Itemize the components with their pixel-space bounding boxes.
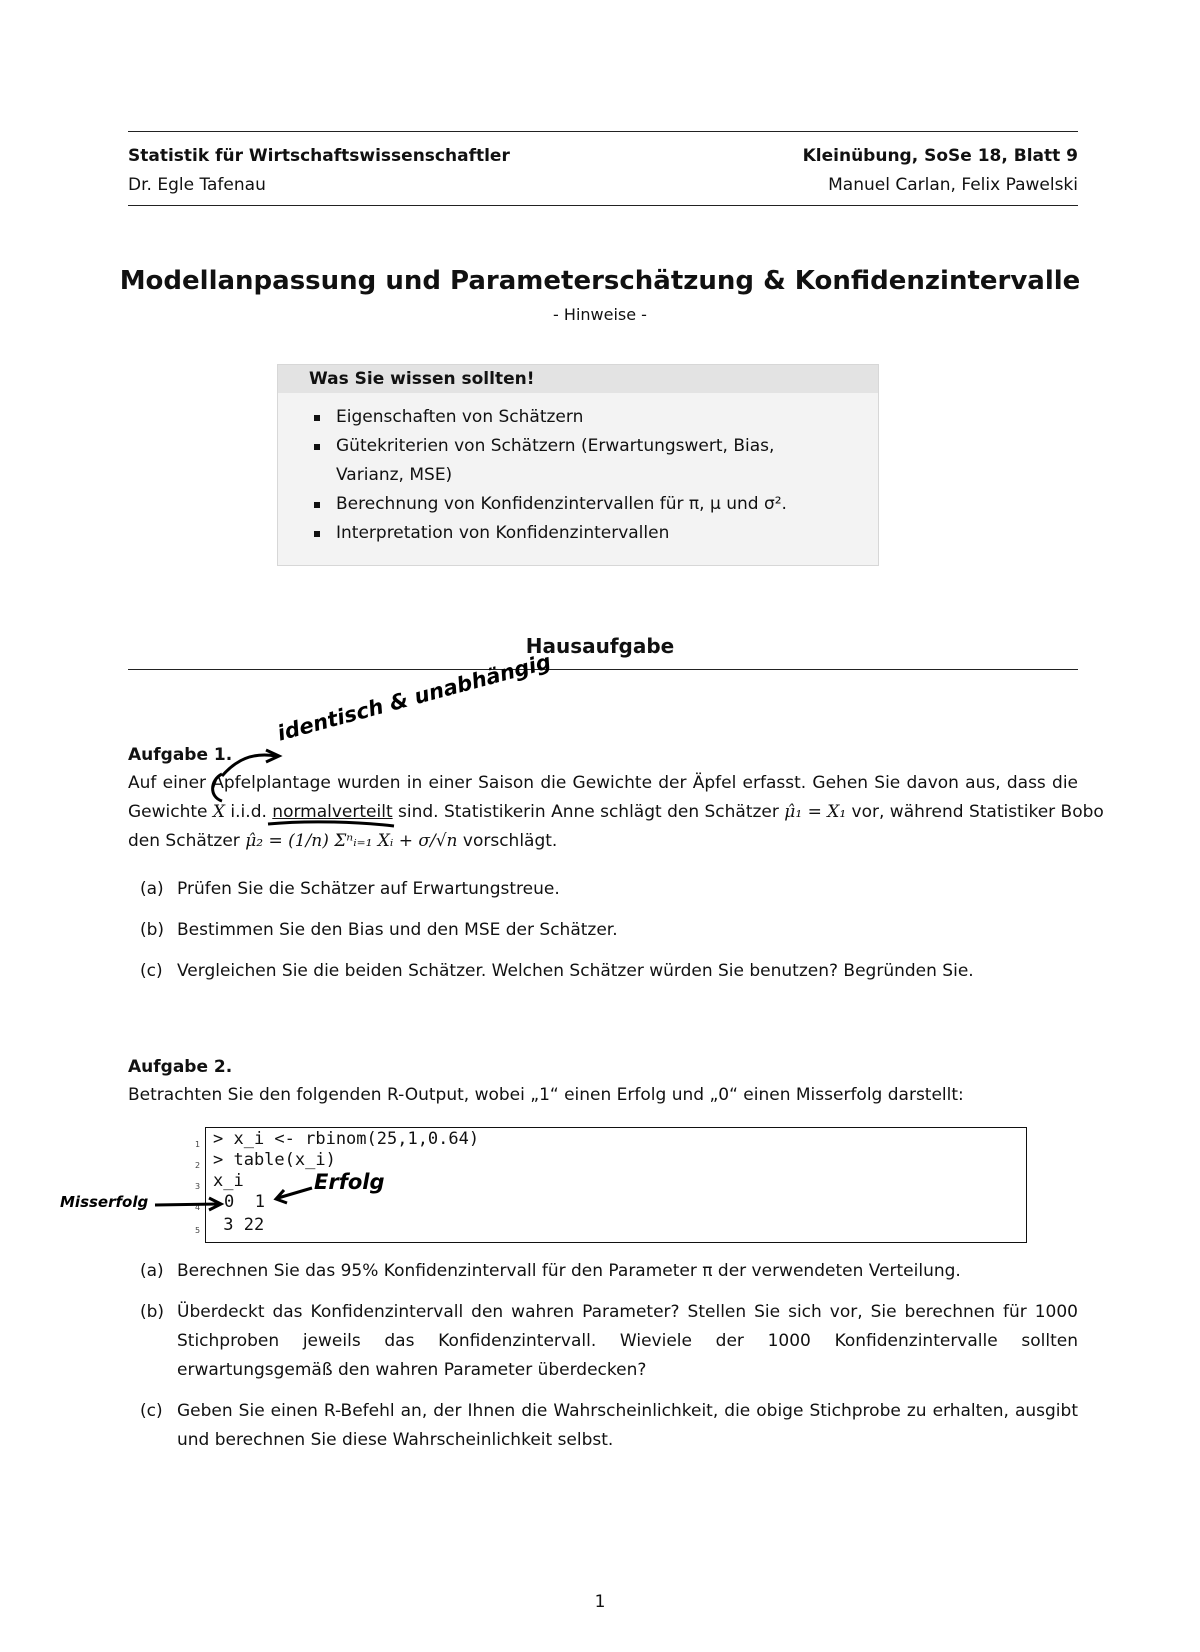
task1-line2-a: Gewichte bbox=[128, 802, 213, 822]
task1-line3-b: vorschlägt. bbox=[457, 831, 558, 851]
underline-stroke bbox=[268, 822, 394, 826]
task2-heading: Aufgabe 2. bbox=[128, 1057, 233, 1077]
line-number: 1 bbox=[195, 1140, 201, 1149]
line-number: 5 bbox=[195, 1226, 201, 1235]
task1-line2-d: vor, während Statistiker Bobo bbox=[846, 802, 1104, 822]
estimator-2: μ̂₂ = (1/n) Σⁿᵢ₌₁ Xᵢ + σ/√n bbox=[245, 831, 458, 851]
knowledge-item: Gütekriterien von Schätzern (Erwartungswert, Bias, Varianz, MSE) bbox=[336, 432, 836, 490]
variable-x: X bbox=[212, 802, 226, 822]
item-text: Prüfen Sie die Schätzer auf Erwartungstreue. bbox=[177, 879, 560, 899]
item-text: Berechnen Sie das 95% Konfidenzintervall für den Parameter π der verwendeten Verteilung. bbox=[177, 1261, 961, 1281]
task1-heading: Aufgabe 1. bbox=[128, 745, 233, 765]
task1-line2-b: i.i.d. bbox=[225, 802, 273, 822]
section-title: Hausaufgabe bbox=[525, 634, 675, 658]
item-text: Geben Sie einen R-Befehl an, der Ihnen die Wahrscheinlichkeit, die obige Stichprobe zu erhalten, ausgibt und berechnen Sie diese Wahrscheinlichkeit selbst. bbox=[177, 1401, 1078, 1450]
item-label: (b) bbox=[140, 920, 165, 940]
code-line: 0 1 bbox=[224, 1192, 265, 1212]
course-title: Statistik für Wirtschaftswissenschaftler bbox=[128, 146, 510, 166]
line-number: 3 bbox=[195, 1182, 201, 1191]
handwritten-note-iid: identisch & unabhängig bbox=[274, 649, 554, 746]
item-label: (b) bbox=[140, 1302, 165, 1322]
circle-mark bbox=[213, 774, 222, 801]
handwritten-note-erfolg: Erfolg bbox=[314, 1170, 385, 1194]
task1-line1: Auf einer Apfelplantage wurden in einer Saison die Gewichte der Äpfel erfasst. Gehen Sie davon aus, dass die bbox=[128, 773, 1078, 793]
page-title: Modellanpassung und Parameterschätzung & Konfidenzintervalle bbox=[119, 266, 1081, 296]
item-label: (a) bbox=[140, 1261, 164, 1281]
page-number: 1 bbox=[594, 1592, 606, 1612]
task1-line2-c: sind. Statistikerin Anne schlägt den Schätzer bbox=[392, 802, 785, 822]
handwritten-note-misserfolg: Misserfolg bbox=[60, 1193, 149, 1211]
estimator-1: μ̂₁ = X₁ bbox=[784, 802, 847, 822]
line-number: 4 bbox=[195, 1203, 201, 1212]
page-subtitle: - Hinweise - bbox=[553, 305, 647, 324]
normalverteilt-underlined: normalverteilt bbox=[272, 802, 393, 822]
sheet-label: Kleinübung, SoSe 18, Blatt 9 bbox=[802, 146, 1078, 166]
knowledge-box-heading: Was Sie wissen sollten! bbox=[309, 369, 535, 389]
item-text: Vergleichen Sie die beiden Schätzer. Welchen Schätzer würden Sie benutzen? Begründen Sie. bbox=[177, 961, 974, 981]
knowledge-item: Interpretation von Konfidenzintervallen bbox=[336, 519, 836, 548]
item-text: Überdeckt das Konfidenzintervall den wahren Parameter? Stellen Sie sich vor, Sie berechnen für 1000 Stichproben jeweils das Konfidenzintervall. Wieviele der 1000 Konfidenzintervalle sollten erwartungsgemäß den wahren Parameter überdecken? bbox=[177, 1302, 1078, 1380]
task1-line3-a: den Schätzer bbox=[128, 831, 246, 851]
item-label: (a) bbox=[140, 879, 164, 899]
item-label: (c) bbox=[140, 1401, 163, 1421]
knowledge-item: Berechnung von Konfidenzintervallen für π, μ und σ². bbox=[336, 490, 836, 519]
task2-intro: Betrachten Sie den folgenden R-Output, wobei „1“ einen Erfolg und „0“ einen Misserfolg darstellt: bbox=[128, 1085, 964, 1105]
line-number: 2 bbox=[195, 1161, 201, 1170]
note-arrow bbox=[222, 755, 276, 776]
item-text: Bestimmen Sie den Bias und den MSE der Schätzer. bbox=[177, 920, 618, 940]
knowledge-item: Eigenschaften von Schätzern bbox=[336, 403, 836, 432]
code-line: 3 22 bbox=[213, 1215, 265, 1235]
lecturer-name: Dr. Egle Tafenau bbox=[128, 175, 266, 195]
item-label: (c) bbox=[140, 961, 163, 981]
code-line: > x_i <- rbinom(25,1,0.64) bbox=[213, 1129, 480, 1149]
misserfolg-arrow bbox=[155, 1204, 218, 1205]
code-line: > table(x_i) bbox=[213, 1150, 336, 1170]
code-line: x_i bbox=[213, 1171, 244, 1191]
tutor-names: Manuel Carlan, Felix Pawelski bbox=[828, 175, 1078, 195]
